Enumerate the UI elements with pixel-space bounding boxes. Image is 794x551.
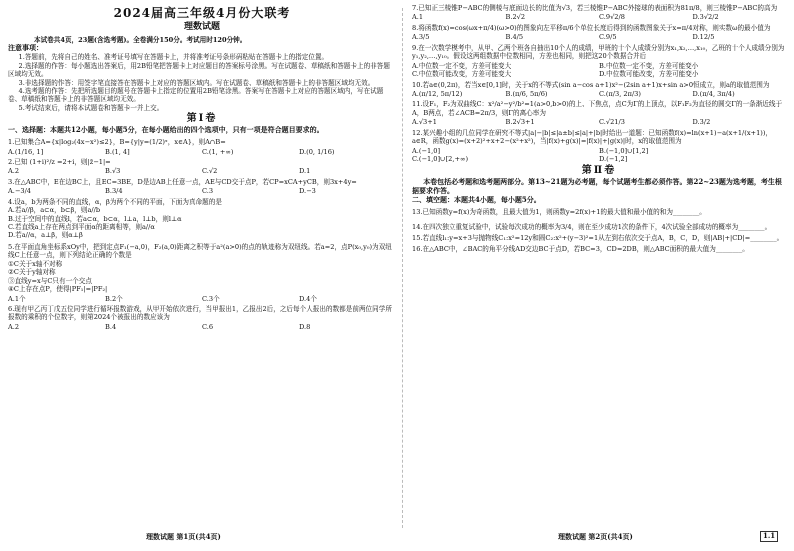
question-10-options (412, 90, 786, 98)
question-15: 15.若直线l₁:y=x+3与抛物线C₁:x²=12y和圆C₂:x²+(y−3)²=1从左到右依次交于点A，B，C，D，则|AB|+|CD|=________。 (412, 233, 784, 242)
part2-heading: 第Ⅱ卷 (581, 165, 617, 177)
section1-heading: 一、选择题：本题共12小题，每小题5分，在每小题给出的四个选项中，只有一项是符合题目要求的。 (8, 125, 324, 135)
option-d: D.中位数可能改变，方差可能变小 (599, 70, 699, 79)
option-d: D.4个 (299, 294, 317, 303)
option-a: A.(1/16, 1] (8, 147, 44, 156)
question-10: 10.若a∈(0,2π)，若当x∈[0,1]时，关于x的不等式(sin a−cos a+1)x²−(2sin a+1)x+sin a>0恒成立，则a的取值范围为 (412, 80, 770, 89)
question-14: 14.在四次独立重复试验中，试验每次成功的概率为3/4，则在至少成功1次的条件下，4次试验全部成功的概率为________。 (412, 222, 772, 231)
option-b: B.4/5 (505, 33, 524, 42)
part2-note: 本卷包括必考题和选考题两部分。第13~21题为必考题，每个试题考生都必须作答。第22~23题为选考题，考生根据要求作答。 (412, 177, 782, 196)
question-7: 7.已知正三棱锥P−ABC的侧棱与底面边长的比值为√3，若三棱锥P−ABC外接球的表面积为81π/8，则三棱锥P−ABC的高为 (412, 4, 778, 12)
question-8-options (412, 33, 786, 41)
option-a: A.中位数一定不变，方差可能变大 (412, 61, 512, 70)
right-page (412, 4, 786, 254)
note-item: 4.选考题的作答：先把所选题目的题号在答题卡上指定的位置用2B铅笔涂黑。答案写在答题卡上对应的答题区域内，写在试题卷、草稿纸和答题卡上的非答题区域均无效。 (8, 87, 384, 104)
option-b: B.(1, 4] (105, 147, 130, 156)
part1-heading: 第Ⅰ卷 (186, 113, 218, 125)
question-9-options (412, 62, 786, 79)
question-11: 11.设F₁，F₂为双曲线C：x²/a²−y²/b²=1(a>0,b>0)的上、下焦点，点C为Γ的上顶点，以F₁F₂为直径的圆交Γ的一条渐近线于A，B两点，若∠ACB=2π/3，则Γ的离心率为 (412, 100, 783, 117)
question-5: 5.在平面直角坐标系xOy中，把到定点F₁(−a,0)，F₂(a,0)距离之积等于a²(a>0)的点的轨迹称为双纽线。若a=2，点P(x₀,y₀)为双纽线C上任意一点，则下列结论正确的个数是 (8, 242, 392, 260)
question-1-options (8, 148, 396, 156)
option-c: C.若直线a上存在两点到平面α的距离相等，则a//α (8, 223, 155, 232)
question-16: 16.在△ABC中，∠BAC的角平分线AD交边BC于点D，若BC=3，CD=2DB，则△ABC面积的最大值为________。 (412, 245, 749, 254)
statement-item: ②C关于y轴对称 (8, 268, 56, 277)
option-c: C.9/5 (599, 33, 617, 42)
option-d: D.3√2/2 (692, 13, 719, 22)
question-12: 12.某兴趣小组的几位同学在研究不等式|a|−|b|≤|a±b|≤|a|+|b|时给出一道题：已知函数f(x)=ln(x+1)−a(x+1/(x+1))，a∈R，函数g(x)=(x+2)²+x+2−(x²+x²)，当|f(x)+g(x)|=|f(x)|+|g(x)|时，x的取值范围为 (412, 128, 773, 146)
option-c: C.√2 (202, 167, 218, 176)
option-d: D.3/2 (692, 118, 711, 127)
option-b: B.中位数一定不变，方差可能变小 (599, 61, 699, 70)
note-item: 2.选择题的作答：每小题选出答案后，用2B铅笔把答题卡上对应题目的答案标号涂黑。写在试题卷、草稿纸和答题卡上的非答题区域均无效。 (8, 61, 390, 79)
question-3: 3.在△ABC中，E在边BC上，且EC=3BE，D是边AB上任意一点，AE与CD交于点P，若CP=xCA+yCB，则3x+4y= (8, 177, 357, 186)
option-c: C.中位数可能改变，方差可能变大 (412, 70, 512, 79)
option-a: A.3/5 (412, 33, 430, 42)
note-item: 3.非选择题的作答：用签字笔直接答在答题卡上对应的答题区域内。写在试题卷、草稿纸和答题卡上的非答题区域均无效。 (18, 78, 375, 87)
option-d: D.1 (299, 167, 311, 176)
statement-item: ①C关于x轴不对称 (8, 259, 63, 268)
option-b: B.2个 (105, 294, 123, 303)
page-tag: 1.1 (760, 531, 778, 542)
option-a: A.(π/12, 5π/12) (412, 89, 463, 98)
option-c: C.(−1,0]∪[2,+∞) (412, 155, 469, 163)
option-d: D.−3 (299, 187, 316, 196)
exam-subtitle: 理数试题 (183, 22, 220, 33)
question-5-items (8, 260, 396, 294)
option-d: D.(π/4, 3π/4) (692, 89, 735, 98)
question-3-options (8, 187, 396, 195)
question-13: 13.已知函数y=f(x)为奇函数，且最大值为1，则函数y=2f(x)+1的最大值和最小值的和为________。 (412, 208, 706, 217)
option-b: B.2√2 (505, 13, 526, 22)
page-footer-left: 理数试题 第1页(共4页) (146, 532, 221, 541)
notes-heading: 注意事项： (8, 43, 43, 53)
question-6-options (8, 323, 396, 331)
question-5-options (8, 295, 396, 303)
option-a: A.1 (412, 13, 424, 22)
question-1: 1.已知集合A={x|log₂(4x−x²)≤2}，B={y|y=(1/2)ˣ，x∈A}，则A∩B= (8, 138, 226, 147)
option-a: A.√3+1 (412, 118, 437, 127)
question-2: 2.已知 (1+i)²/z =2+i，则|z̄−1|= (8, 157, 111, 166)
left-page (8, 4, 396, 333)
option-c: C.9√2/8 (599, 13, 625, 22)
question-6: 6.现有甲乙丙丁戊五位同学进行循环报数游戏，从甲开始依次进行，当甲报出1，乙报出2后，之后每个人报出的数都是前两位同学所报数的乘积的个位数字，则第2024个被报出的数应该为 (8, 304, 392, 322)
option-a: A.(−1,0] (412, 146, 441, 155)
question-9: 9.在一次数学模考中，从甲、乙两个班各自抽出10个人的成绩，甲班的十个人成绩分别为x₁,x₂,…,x₁₀，乙班的十个人成绩分别为y₁,y₂,…,y₁₀。假设这两组数据中位数相同，方差也相同，则把这20个数据合并后 (412, 43, 785, 61)
option-d: D.若a//α，a⊥β，则α⊥β (8, 231, 83, 240)
question-11-options (412, 118, 786, 126)
option-c: C.(π/3, 2π/3) (599, 89, 641, 98)
note-item: 1.答题前，先将自己的姓名、准考证号填写在答题卡上，并将准考证号条形码粘贴在答题卡上的指定位置。 (18, 53, 329, 62)
option-c: C.(1, +∞) (202, 147, 234, 156)
statement-item: ④C上存在点P，使得|PF₁|=|PF₂| (8, 285, 108, 294)
question-4: 4.设a，b为两条不同的直线，α，β为两个不同的平面，下面为真命题的是 (8, 197, 222, 206)
question-8: 8.将函数f(x)=cos(ωx+π/4)(ω>0)的图象向左平移π/6个单位长度后得到的函数图象关于x=π/4对称，则实数ω的最小值为 (412, 23, 771, 32)
note-item: 5.考试结束后，请将本试题卷和答题卡一并上交。 (18, 103, 164, 112)
question-2-options (8, 167, 396, 175)
statement-item: ③直线y=x与C只有一个交点 (8, 276, 92, 285)
option-b: B.3/4 (105, 187, 123, 196)
option-d: D.(0, 1/16) (299, 147, 335, 156)
option-c: C.3个 (202, 294, 220, 303)
exam-info: 本试卷共4页，23题(含选考题)。全卷满分150分。考试用时120分钟。 (34, 35, 247, 44)
option-b: B.4 (105, 322, 117, 331)
question-7-options (412, 13, 786, 21)
option-c: C.√21/3 (599, 118, 625, 127)
section2-heading: 二、填空题：本题共4小题，每小题5分。 (412, 195, 541, 205)
question-4-options (8, 206, 396, 240)
option-b: B.√3 (105, 167, 121, 176)
option-c: C.6 (202, 322, 214, 331)
option-a: A.2 (8, 322, 20, 331)
option-d: D.12/5 (692, 33, 715, 42)
option-b: B.过于空间中的直线l，若a⊂α，b⊂α，l⊥a，l⊥b，则l⊥α (8, 214, 182, 223)
option-a: A.若a//β，a⊂α，b⊂β，则a//b (8, 206, 101, 215)
option-a: A.1个 (8, 294, 26, 303)
column-divider (402, 8, 403, 528)
option-d: D.(−1,2] (599, 155, 628, 163)
option-c: C.3 (202, 187, 214, 196)
question-12-options (412, 147, 786, 164)
option-d: D.8 (299, 322, 311, 331)
option-b: B.2√3+1 (505, 118, 535, 127)
option-a: A.2 (8, 167, 20, 176)
option-a: A.−3/4 (8, 187, 31, 196)
exam-title: 2024届高三年级4月份大联考 (113, 6, 291, 20)
option-b: B.(π/6, 5π/6) (505, 89, 548, 98)
option-b: B.(−1,0]∪[1,2] (599, 146, 649, 155)
page-footer-right: 理数试题 第2页(共4页) (558, 532, 633, 541)
